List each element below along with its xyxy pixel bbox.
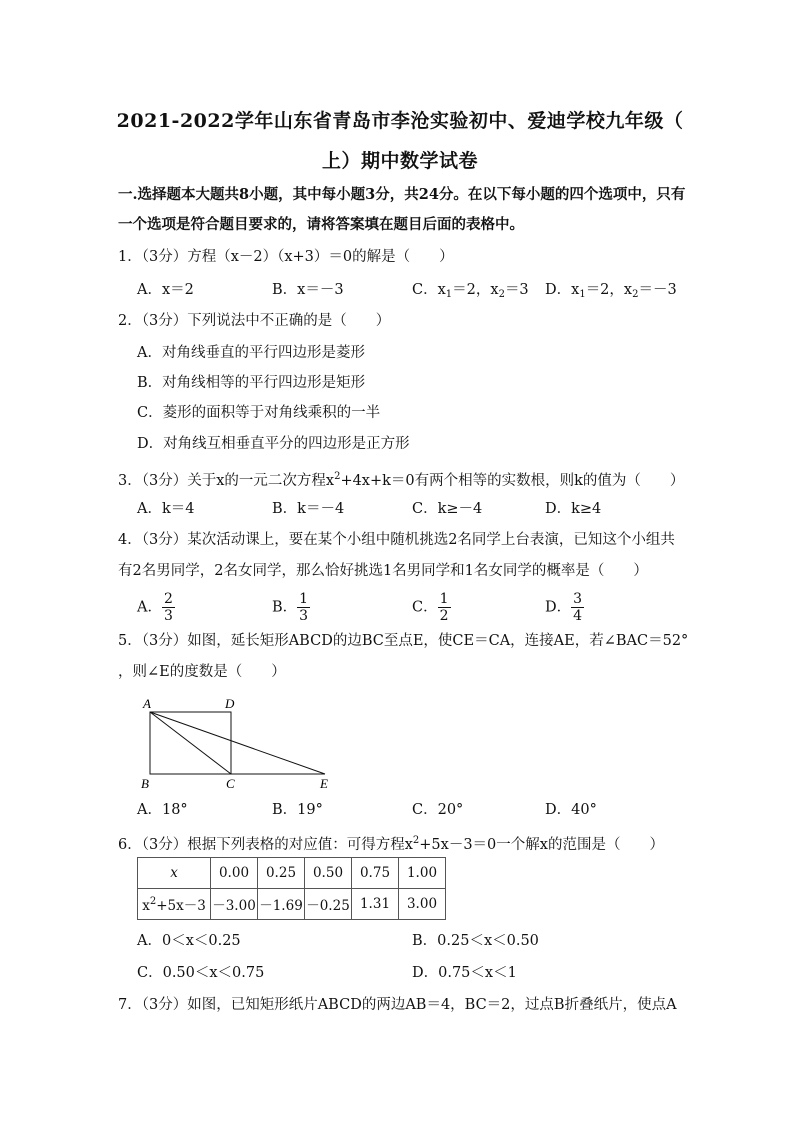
q2-option-c: C．菱形的面积等于对角线乘积的一半 <box>137 405 381 421</box>
q2-option-a: A．对角线垂直的平行四边形是菱形 <box>137 345 365 361</box>
q6-option-a: A．0＜x＜0.25 <box>137 933 241 949</box>
q4-option-d: D． $\frac{3}{4}$ <box>545 591 583 624</box>
table-cell: 1.00 <box>399 858 446 889</box>
fraction: $\frac{1}{2}$ <box>439 591 449 624</box>
q1-option-c: C．$x_1=2$，$x_2=3$ <box>412 282 529 300</box>
table-cell: 0.25 <box>258 858 305 889</box>
q1-option-d: D．$x_1=2$，$x_2=-3$ <box>545 282 677 300</box>
point-label-d: D <box>225 696 235 711</box>
q2-option-b: B．对角线相等的平行四边形是矩形 <box>137 375 366 391</box>
table-cell: －1.69 <box>258 889 305 920</box>
fraction: $\frac{1}{3}$ <box>299 591 309 624</box>
q3-option-c: C．k≥－4 <box>412 501 483 517</box>
q3-option-a: A．k＝4 <box>137 501 195 517</box>
q5-stem-line2: ，则∠E的度数是（ ） <box>118 664 286 680</box>
table-cell: 1.31 <box>352 889 399 920</box>
section-instructions-line1: 一.选择题本大题共8小题，其中每小题3分，共24分。在以下每小题的四个选项中，只有 <box>118 186 686 203</box>
q3-stem: 3．（3分）关于x的一元二次方程$x^2+4x+k=0$有两个相等的实数根，则k的值为（ ） <box>118 471 685 489</box>
table-cell: 0.75 <box>352 858 399 889</box>
table-cell: －3.00 <box>211 889 258 920</box>
paper-title-line1: 2021-2022学年山东省青岛市李沧实验初中、爱迪学校九年级（ <box>116 110 684 132</box>
section-instructions-line2: 一个选项是符合题目要求的，请将答案填在题目后面的表格中。 <box>118 216 524 233</box>
table-header-cell: $x^2+5x-3$ <box>138 889 211 920</box>
table-row <box>138 889 446 920</box>
segment-ae <box>150 712 325 774</box>
q3-option-d: D．k≥4 <box>545 501 602 517</box>
q4-option-c: C． $\frac{1}{2}$ <box>412 591 449 624</box>
fraction: $\frac{3}{4}$ <box>573 591 583 624</box>
table-cell: 0.50 <box>305 858 352 889</box>
segment-ac <box>150 712 231 774</box>
rectangle-figure <box>135 692 345 792</box>
point-label-e: E <box>320 776 328 791</box>
q6-stem: 6．（3分）根据下列表格的对应值：可得方程$x^2+5x-3=0$一个解x的范围是（ ） <box>118 835 664 853</box>
q6-option-c: C．0.50＜x＜0.75 <box>137 965 265 981</box>
table-header-cell: x <box>138 858 211 889</box>
q4-stem-line2: 有2名男同学，2名女同学，那么恰好挑选1名男同学和1名女同学的概率是（ ） <box>118 563 648 579</box>
q6-option-d: D．0.75＜x＜1 <box>412 965 517 981</box>
q4-option-b: B． $\frac{1}{3}$ <box>272 591 309 624</box>
q6-option-b: B．0.25＜x＜0.50 <box>412 933 539 949</box>
point-label-c: C <box>226 776 235 791</box>
table-cell: 3.00 <box>399 889 446 920</box>
point-label-a: A <box>143 696 151 711</box>
q1-stem: 1．（3分）方程（x－2）（x+3）＝0的解是（ ） <box>118 249 454 265</box>
q5-option-c: C．20° <box>412 802 464 818</box>
q7-stem: 7．（3分）如图，已知矩形纸片ABCD的两边AB＝4，BC＝2，过点B折叠纸片，使点A <box>118 997 677 1013</box>
q2-stem: 2．（3分）下列说法中不正确的是（ ） <box>118 313 391 329</box>
table-row <box>138 858 446 889</box>
value-table <box>137 857 446 920</box>
q5-stem-line1: 5．（3分）如图，延长矩形ABCD的边BC至点E，使CE＝CA，连接AE，若∠BAC＝52° <box>118 633 689 649</box>
q2-option-d: D．对角线互相垂直平分的四边形是正方形 <box>137 436 410 452</box>
q5-option-b: B．19° <box>272 802 323 818</box>
table-cell: 0.00 <box>211 858 258 889</box>
paper-title-line2: 上）期中数学试卷 <box>321 150 478 172</box>
fraction: $\frac{2}{3}$ <box>163 591 173 624</box>
q5-option-d: D．40° <box>545 802 597 818</box>
q5-option-a: A．18° <box>137 802 188 818</box>
q4-option-a: A． $\frac{2}{3}$ <box>137 591 173 624</box>
q1-option-b: B．x＝－3 <box>272 282 344 298</box>
q4-stem-line1: 4．（3分）某次活动课上，要在某个小组中随机挑选2名同学上台表演，已知这个小组共 <box>118 532 675 548</box>
q3-option-b: B．k＝－4 <box>272 501 345 517</box>
point-label-b: B <box>141 776 149 791</box>
q1-option-a: A．x＝2 <box>137 282 194 298</box>
table-cell: －0.25 <box>305 889 352 920</box>
